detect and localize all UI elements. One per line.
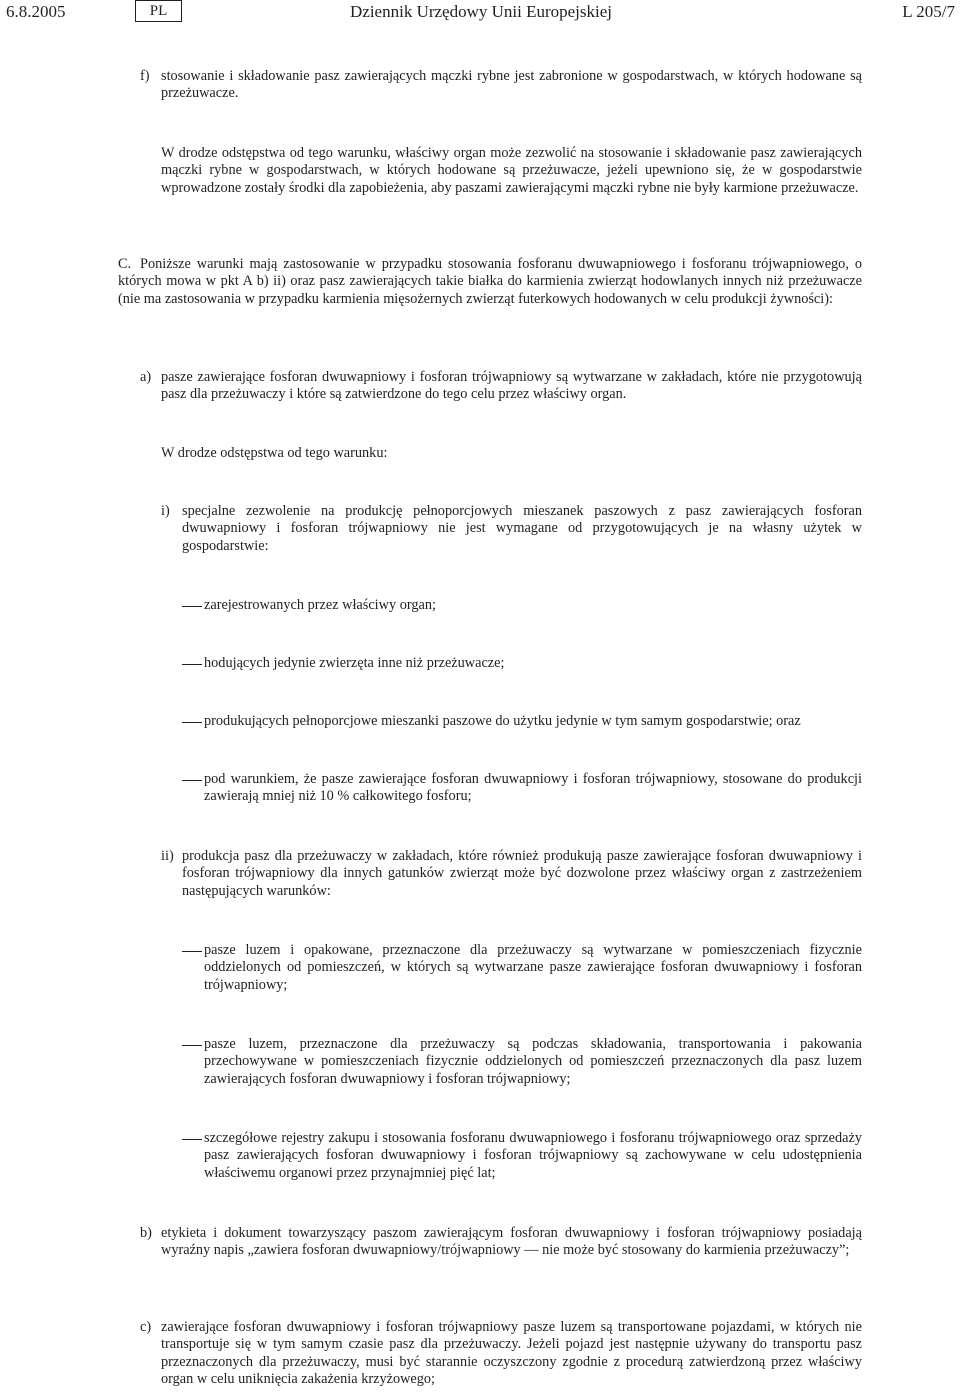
item-a-derogation: W drodze odstępstwa od tego warunku: [161, 445, 388, 461]
item-a-label: a) [140, 369, 152, 385]
item-i-label: i) [161, 503, 170, 519]
page-reference: L 205/7 [902, 2, 955, 21]
page-header [0, 0, 960, 30]
dash-marker [182, 664, 202, 665]
item-f-derogation: W drodze odstępstwa od tego warunku, właściwy organ może zezwolić na stosowanie i składowanie pasz zawierających mączki rybne w gospodarstwach, w których hodowane są przeżuwacze, jeżeli upewniono się, że w gospodarstwie wprowadzone zostały środki dla zapobieżenia, aby paszami zawierającymi mączki rybne nie były karmione przeżuwacze. [161, 145, 862, 196]
i-dash-item-2: hodujących jedynie zwierzęta inne niż przeżuwacze; [204, 655, 505, 671]
i-dash-item-3: produkujących pełnoporcjowe mieszanki paszowe do użytku jedynie w tym samym gospodarstwie; oraz [204, 713, 801, 729]
item-a-text: pasze zawierające fosforan dwuwapniowy i fosforan trójwapniowy są wytwarzane w zakładach, które nie przygotowują pasz dla przeżuwaczy i które są zatwierdzone do tego celu przez właściwy organ. [161, 369, 862, 403]
ii-dash-item-3: szczegółowe rejestry zakupu i stosowania fosforanu dwuwapniowego i fosforanu trójwapniowego oraz sprzedaży pasz zawierających fosforan dwuwapniowy i fosforan trójwapniowy są zachowywane w celu udostępnienia właściwemu organowi przez przynajmniej pięć lat; [204, 1130, 862, 1181]
item-b-label: b) [140, 1225, 152, 1241]
i-dash-item-1: zarejestrowanych przez właściwy organ; [204, 597, 436, 613]
journal-title: Dziennik Urzędowy Unii Europejskiej [350, 2, 613, 21]
dash-marker [182, 780, 202, 781]
i-dash-item-4: pod warunkiem, że pasze zawierające fosforan dwuwapniowy i fosforan trójwapniowy, stosowane do produkcji zawierają mniej niż 10 % całkowitego fosforu; [204, 771, 862, 805]
dash-marker [182, 606, 202, 607]
ii-dash-item-1: pasze luzem i opakowane, przeznaczone dla przeżuwaczy są wytwarzane w pomieszczeniach fizycznie oddzielonych od pomieszczeń, w których są wytwarzane pasze zawierające fosforan dwuwapniowy i fosforan trójwapniowy; [204, 942, 862, 993]
item-ii-text: produkcja pasz dla przeżuwaczy w zakładach, które również produkują pasze zawierające fosforan dwuwapniowy i fosforan trójwapniowy dla innych gatunków zwierząt może być dozwolone przez właściwy organ z zastrzeżeniem następujących warunków: [182, 848, 862, 899]
ii-dash-item-2: pasze luzem, przeznaczone dla przeżuwaczy są podczas składowania, transportowania i pakowania przechowywane w pomieszczeniach fizycznie oddzielonych od pomieszczeń przeznaczonych dla pasz luzem zawierających fosforan dwuwapniowy i fosforan trójwapniowy; [204, 1036, 862, 1087]
section-c-text: Poniższe warunki mają zastosowanie w przypadku stosowania fosforanu dwuwapniowego i fosforanu trójwapniowego, o których mowa w pkt A b) ii) oraz pasz zawierających takie białka do karmienia zwierząt hodowlanych innych niż przeżuwacze (nie ma zastosowania w przypadku karmienia mięsożernych zwierząt futerkowych hodowanych w celu produkcji żywności): [118, 256, 862, 307]
dash-marker [182, 1139, 202, 1140]
item-f-text: stosowanie i składowanie pasz zawierających mączki rybne jest zabronione w gospodarstwach, w których hodowane są przeżuwacze. [161, 68, 862, 102]
item-c-text: zawierające fosforan dwuwapniowy i fosforan trójwapniowy pasze luzem są transportowane pojazdami, w których nie transportuje się w tym samym czasie pasz dla przeżuwaczy. Jeżeli pojazd jest następnie używany do transportu pasz przeznaczonych dla przeżuwaczy, musi być starannie oczyszczony zgodnie z procedurą zatwierdzoną przez właściwy organ w celu uniknięcia zakażenia krzyżowego; [161, 1319, 862, 1388]
dash-marker [182, 722, 202, 723]
dash-marker [182, 951, 202, 952]
item-c-label: c) [140, 1319, 152, 1335]
section-c-label: C. [118, 256, 132, 272]
item-b-text: etykieta i dokument towarzyszący paszom zawierającym fosforan dwuwapniowy i fosforan trójwapniowy posiadają wyraźny napis „zawiera fosforan dwuwapniowy/trójwapniowy — nie może być stosowany do karmienia przeżuwaczy”; [161, 1225, 862, 1259]
item-i-text: specjalne zezwolenie na produkcję pełnoporcjowych mieszanek paszowych z pasz zawierających fosforan dwuwapniowy i fosforan trójwapniowy nie jest wymagane od przygotowujących je na własny użytek w gospodarstwie: [182, 503, 862, 554]
language-badge: PL [135, 0, 182, 22]
item-f-label: f) [140, 68, 150, 84]
publication-date: 6.8.2005 [6, 2, 66, 21]
item-ii-label: ii) [161, 848, 174, 864]
dash-marker [182, 1045, 202, 1046]
